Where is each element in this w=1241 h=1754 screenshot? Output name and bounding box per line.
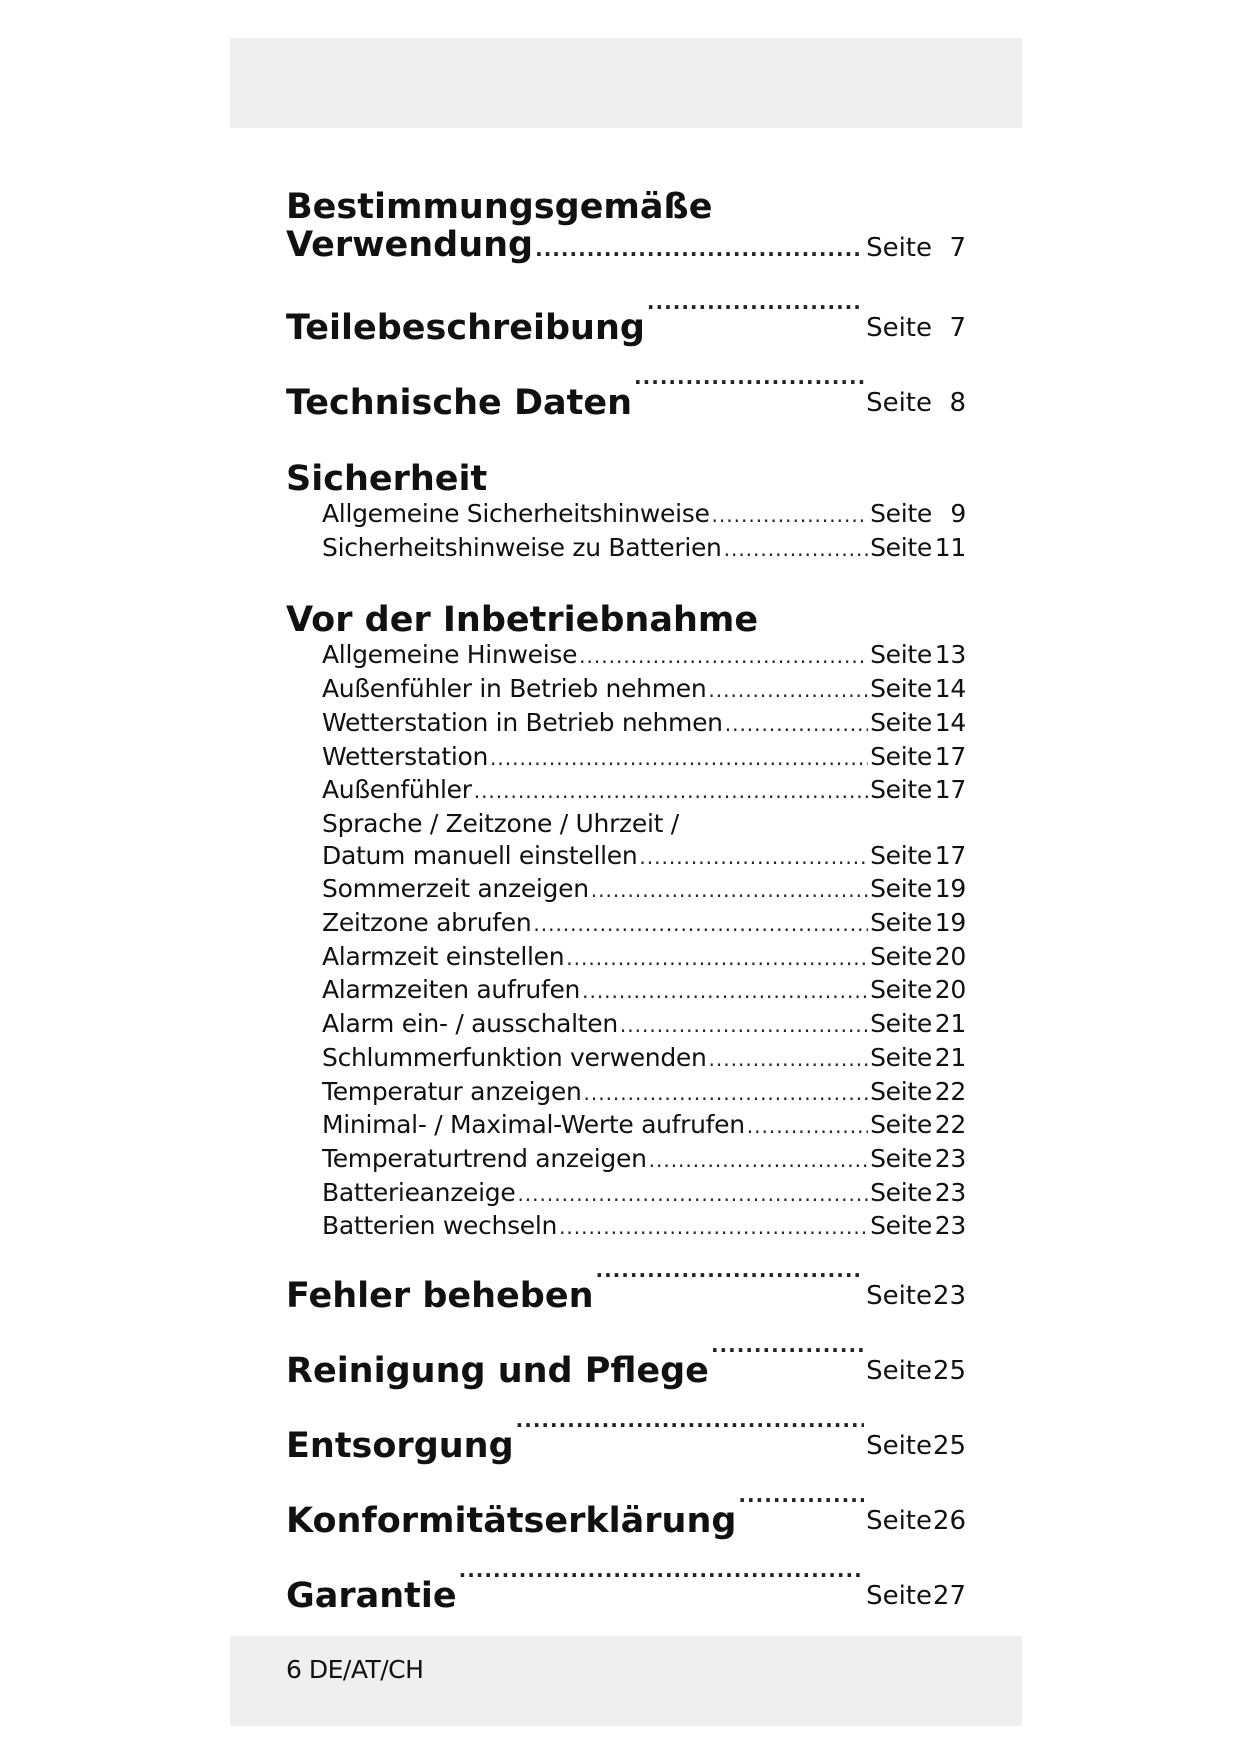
page-number: 23 <box>934 1177 966 1207</box>
toc-subentry-label: Alarmzeiten aufrufen <box>322 975 581 1005</box>
page-word: Seite <box>866 387 932 418</box>
leader-dots <box>474 776 868 808</box>
leader-dots <box>566 943 868 975</box>
toc-entry-garantie[interactable] <box>286 1558 966 1633</box>
toc-subentry-label: Wetterstation <box>322 741 489 771</box>
leader-dots <box>584 1078 869 1110</box>
toc-subentry-label: Sommerzeit anzeigen <box>322 874 589 904</box>
page-word: Seite <box>866 1505 932 1536</box>
toc-subentry-label: Allgemeine Hinweise <box>322 640 578 670</box>
toc-subentry[interactable] <box>286 1008 966 1042</box>
toc-subentry[interactable] <box>286 673 966 707</box>
page-word: Seite <box>870 1143 932 1173</box>
toc-heading: Fehler beheben <box>286 1275 594 1316</box>
toc-section-bestimmungsgemaesse-verwendung <box>286 188 966 268</box>
leader-dots <box>709 1044 869 1076</box>
toc-subentry-label: Batterien wechseln <box>322 1211 558 1241</box>
toc-entry-technische-daten[interactable] <box>286 365 966 440</box>
toc-heading: Konformitätserklärung <box>286 1500 737 1541</box>
leader-dots <box>620 1010 868 1042</box>
toc-entry-fehler-beheben[interactable] <box>286 1258 966 1333</box>
page-number: 17 <box>934 741 966 771</box>
toc-heading: Entsorgung <box>286 1425 514 1466</box>
page-number: 14 <box>934 674 966 704</box>
toc-entry[interactable] <box>286 226 966 268</box>
page-number: 9 <box>950 499 966 528</box>
toc-entry-teilebeschreibung[interactable] <box>286 290 966 365</box>
toc-subentry[interactable] <box>286 498 966 532</box>
page-word: Seite <box>866 1430 932 1461</box>
page-word: Seite <box>866 1355 932 1386</box>
leader-dots <box>516 1408 864 1432</box>
leader-dots <box>634 365 864 389</box>
page-word: Seite <box>870 775 932 805</box>
page-word: Seite <box>866 1580 932 1611</box>
toc-subentry[interactable] <box>286 941 966 975</box>
toc-subentry[interactable] <box>286 1210 966 1244</box>
toc-entry-konformitaetserklaerung[interactable] <box>286 1483 966 1558</box>
header-band <box>230 38 1022 128</box>
leader-dots <box>535 230 864 268</box>
leader-dots <box>533 909 868 941</box>
toc-subentry-label: Alarmzeit einstellen <box>322 941 565 971</box>
page-word: Seite <box>866 1280 932 1311</box>
toc-subentry[interactable] <box>286 1177 966 1211</box>
page-word: Seite <box>870 674 932 704</box>
toc-subentry[interactable] <box>286 639 966 673</box>
toc-subentry-label: Wetterstation in Betrieb nehmen <box>322 707 723 737</box>
toc-entry-entsorgung[interactable] <box>286 1408 966 1483</box>
page-word: Seite <box>870 640 932 670</box>
toc-subentry[interactable] <box>286 1076 966 1110</box>
page-number: 20 <box>934 941 966 971</box>
leader-dots <box>738 1483 864 1507</box>
toc-heading: Technische Daten <box>286 382 633 423</box>
page-number: 23 <box>932 1280 966 1311</box>
leader-dots <box>595 1258 864 1282</box>
page-number: 14 <box>934 707 966 737</box>
page-word: Seite <box>870 874 932 904</box>
page-number: 26 <box>932 1505 966 1536</box>
page-word: Seite <box>870 1076 932 1106</box>
toc-subentry[interactable] <box>286 774 966 808</box>
page-number: 11 <box>934 532 966 562</box>
toc-subentry[interactable] <box>286 974 966 1008</box>
leader-dots <box>639 842 868 874</box>
leader-dots <box>724 534 869 566</box>
leader-dots <box>517 1179 868 1211</box>
page-number: 8 <box>949 387 966 418</box>
leader-dots <box>711 1333 864 1357</box>
toc-heading: Vor der Inbetriebnahme <box>286 600 759 641</box>
toc-subentry[interactable] <box>286 1042 966 1076</box>
page-word: Seite <box>870 941 932 971</box>
page-number: 27 <box>932 1580 966 1611</box>
toc-subentry[interactable] <box>286 840 966 874</box>
page-word: Seite <box>866 312 932 343</box>
toc-subentry[interactable] <box>286 741 966 775</box>
page-word: Seite <box>870 1211 932 1241</box>
page-footer <box>286 1655 423 1684</box>
page-number: 19 <box>934 874 966 904</box>
page-number: 25 <box>932 1355 966 1386</box>
toc-subentry-label: Schlummerfunktion verwenden <box>322 1042 707 1072</box>
page-number: 17 <box>934 840 966 870</box>
leader-dots <box>747 1111 868 1143</box>
leader-dots <box>559 1212 868 1244</box>
page-number: 22 <box>934 1076 966 1106</box>
page-number: 17 <box>934 775 966 805</box>
page-number: 23 <box>934 1143 966 1173</box>
page-word: Seite <box>870 1177 932 1207</box>
toc-subentry[interactable] <box>286 532 966 566</box>
toc-section-vor-der-inbetriebnahme <box>286 601 966 1244</box>
leader-dots <box>490 743 868 775</box>
leader-dots <box>649 1145 868 1177</box>
page-word: Seite <box>870 908 932 938</box>
toc-subentry-label: Zeitzone abrufen <box>322 908 532 938</box>
toc-heading-line1: Bestimmungsgemäße <box>286 187 713 227</box>
page-word: Seite <box>870 1042 932 1072</box>
toc-section-sicherheit <box>286 460 966 565</box>
page-number: 21 <box>934 1042 966 1072</box>
page-word: Seite <box>870 975 932 1005</box>
toc-subentry-label: Allgemeine Sicherheitshinweise <box>322 499 710 528</box>
leader-dots <box>647 290 864 314</box>
toc-subentry-label-line1: Sprache / Zeitzone / Uhrzeit / <box>322 808 679 838</box>
page-word: Seite <box>870 741 932 771</box>
page-word: Seite <box>866 233 932 263</box>
page-number: 20 <box>934 975 966 1005</box>
page-word: Seite <box>870 707 932 737</box>
footer-region: DE/AT/CH <box>308 1655 424 1684</box>
leader-dots <box>591 875 868 907</box>
page-word: Seite <box>870 1009 932 1039</box>
page-number: 22 <box>934 1110 966 1140</box>
leader-dots <box>712 500 869 532</box>
toc-subentry[interactable] <box>286 1109 966 1143</box>
toc-heading: Reinigung und Pflege <box>286 1350 709 1391</box>
toc-subentry-label: Batterieanzeige <box>322 1177 516 1207</box>
page-number: 23 <box>934 1211 966 1241</box>
leader-dots <box>708 675 868 707</box>
page-number: 25 <box>932 1430 966 1461</box>
toc-heading-line2: Verwendung <box>286 225 534 265</box>
page-number: 7 <box>949 233 966 263</box>
toc-subentry-label: Minimal- / Maximal-Werte aufrufen <box>322 1110 745 1140</box>
toc-subentry-label: Datum manuell einstellen <box>322 840 638 870</box>
toc-subentry[interactable] <box>286 707 966 741</box>
leader-dots <box>725 709 868 741</box>
toc-subentry-label: Temperatur anzeigen <box>322 1076 582 1106</box>
toc-subentry-label: Temperaturtrend anzeigen <box>322 1143 647 1173</box>
footer-page-number: 6 <box>286 1655 302 1684</box>
page-number: 7 <box>949 312 966 343</box>
page-word: Seite <box>870 499 932 528</box>
toc-subentry[interactable] <box>286 1143 966 1177</box>
leader-dots <box>459 1558 864 1582</box>
toc-subentry-label: Alarm ein- / ausschalten <box>322 1009 618 1039</box>
toc-heading: Garantie <box>286 1575 457 1616</box>
toc-subentry-label: Sicherheitshinweise zu Batterien <box>322 532 722 562</box>
toc-subentry-label: Außenfühler in Betrieb nehmen <box>322 674 707 704</box>
leader-dots <box>579 641 868 673</box>
toc-subentry-label: Außenfühler <box>322 775 472 805</box>
toc-subentry[interactable] <box>286 907 966 941</box>
toc-heading: Sicherheit <box>286 459 488 499</box>
page-number: 19 <box>934 908 966 938</box>
page-word: Seite <box>870 1110 932 1140</box>
leader-dots <box>582 976 868 1008</box>
page-number: 21 <box>934 1009 966 1039</box>
page-number: 13 <box>934 640 966 670</box>
page-word: Seite <box>870 840 932 870</box>
page-word: Seite <box>870 532 932 562</box>
table-of-contents <box>286 188 966 1633</box>
toc-entry-reinigung-und-pflege[interactable] <box>286 1333 966 1408</box>
toc-subentry[interactable] <box>286 873 966 907</box>
toc-heading: Teilebeschreibung <box>286 307 645 348</box>
